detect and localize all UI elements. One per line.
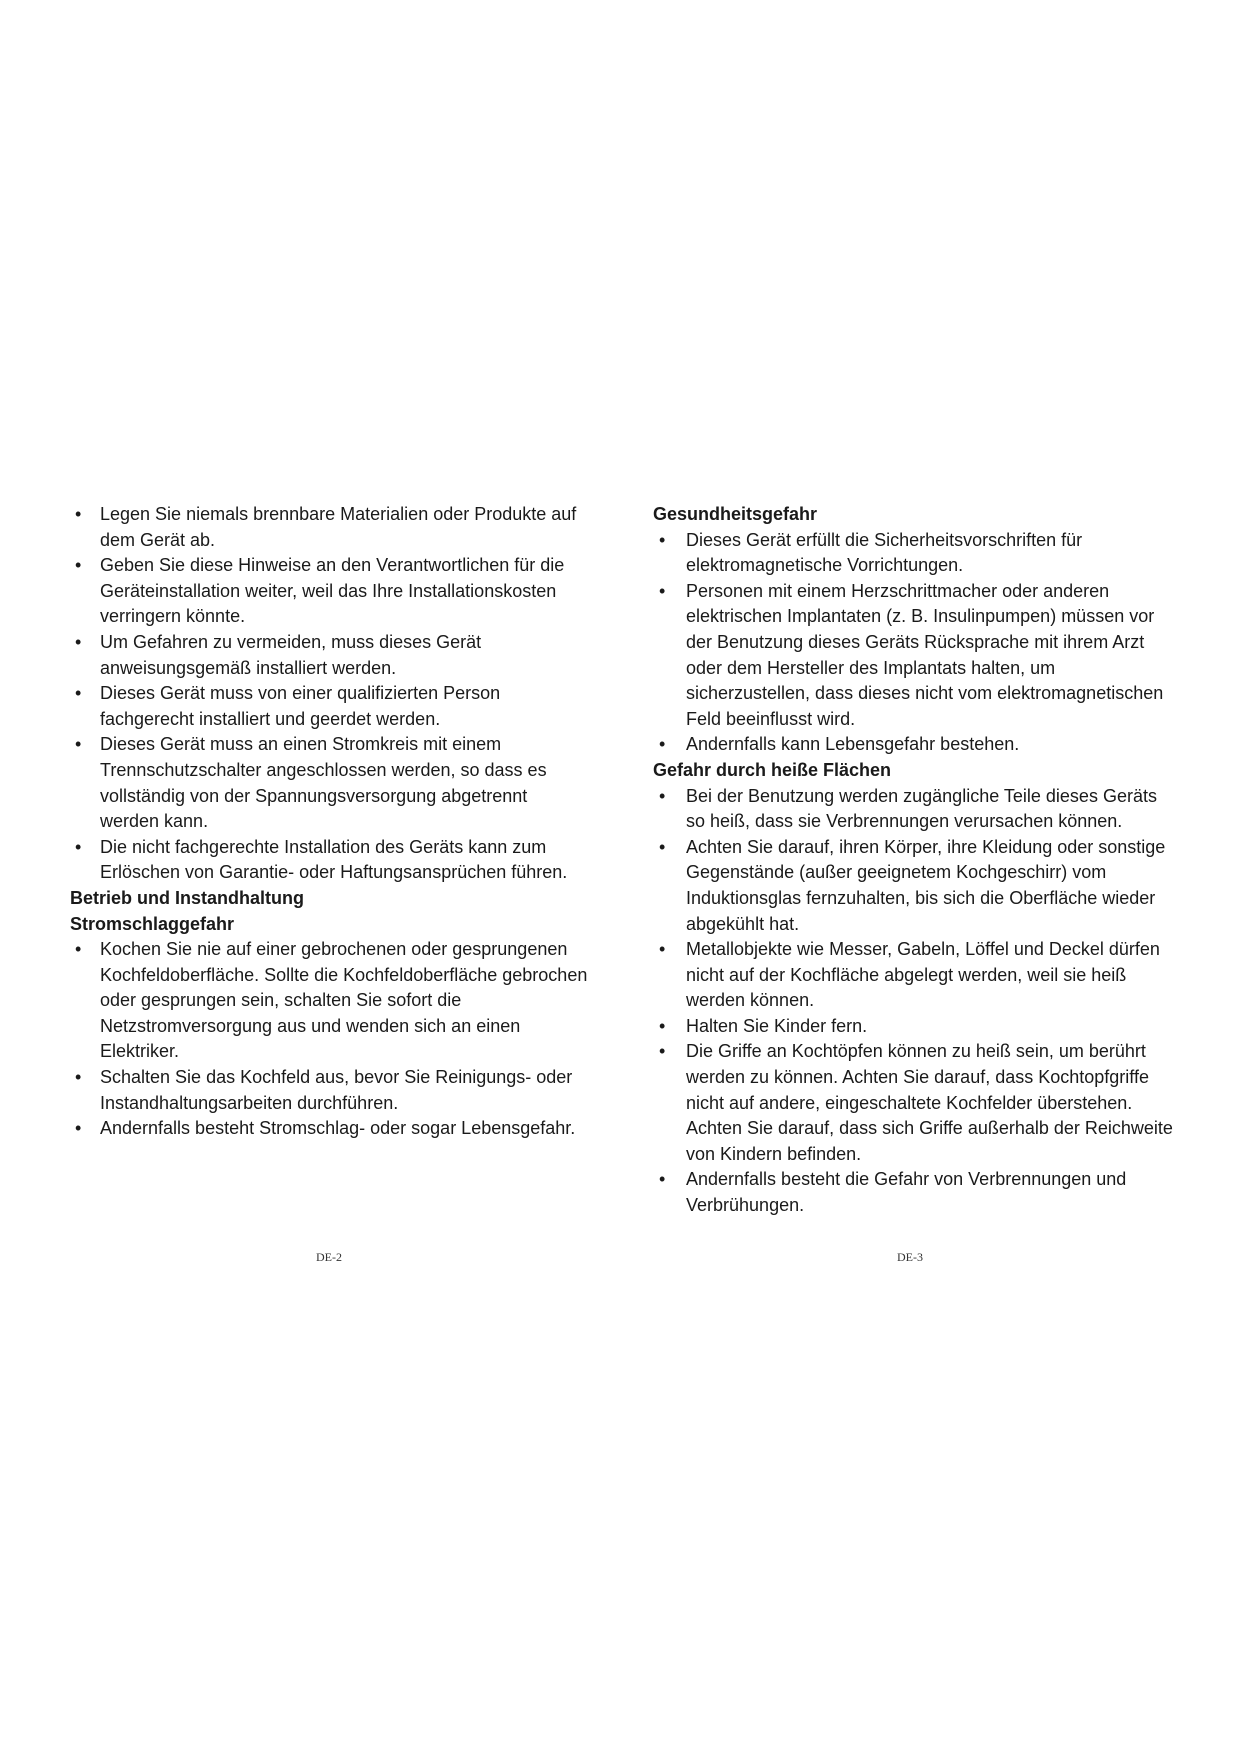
list-item-text: Um Gefahren zu vermeiden, muss dieses Gerät anweisungsgemäß installiert werden. [100, 631, 482, 678]
list-item-text: Die nicht fachgerechte Installation des Geräts kann zum Erlöschen von Garantie- oder Haftungsansprüchen führen. [100, 836, 568, 883]
bullet-icon: • [75, 734, 82, 755]
bullet-icon: • [75, 683, 82, 704]
list-item [653, 937, 1173, 1014]
bullet-icon: • [75, 1118, 82, 1139]
list-item-text: Legen Sie niemals brennbare Materialien oder Produkte auf dem Gerät ab. [100, 504, 577, 550]
list-item [70, 553, 590, 630]
health-bullet-list [653, 528, 1173, 758]
list-item-text: Dieses Gerät erfüllt die Sicherheitsvorschriften für elektromagnetische Vorrichtungen. [686, 529, 1083, 576]
right-page-column [653, 502, 1173, 1219]
list-item [653, 528, 1173, 579]
bullet-icon: • [659, 580, 666, 601]
bullet-icon: • [659, 1015, 666, 1036]
list-item-text: Geben Sie diese Hinweise an den Verantwortlichen für die Geräteinstallation weiter, weil das Ihre Installationskosten verringern könnte. [100, 555, 565, 627]
bullet-icon: • [75, 555, 82, 576]
list-item-text: Achten Sie darauf, ihren Körper, ihre Kleidung oder sonstige Gegenstände (außer geeignetem Kochgeschirr) vom Induktionsglas fernzuhalten, bis sich die Oberfläche wieder abgekühlt hat. [686, 836, 1166, 934]
bullet-icon: • [659, 1169, 666, 1190]
list-item [70, 835, 590, 886]
list-item [653, 579, 1173, 733]
bullet-icon: • [659, 836, 666, 857]
list-item [70, 1065, 590, 1116]
list-item-text: Personen mit einem Herzschrittmacher oder anderen elektrischen Implantaten (z. B. Insulinpumpen) müssen vor der Benutzung dieses Geräts Rücksprache mit ihrem Arzt oder dem Hersteller des Implantats halten, um sicherzustellen, dass dieses nicht vom elektromagnetischen Feld beeinflusst wird. [686, 580, 1164, 729]
bullet-icon: • [75, 631, 82, 652]
bullet-icon: • [75, 836, 82, 857]
list-item-text: Kochen Sie nie auf einer gebrochenen oder gesprungenen Kochfeldoberfläche. Sollte die Kochfeldoberfläche gebrochen oder gesprungen sein, schalten Sie sofort die Netzstromversorgung aus und wenden sich an einen Elektriker. [100, 939, 588, 1062]
list-item [70, 732, 590, 834]
bullet-icon: • [75, 504, 82, 524]
list-item-text: Halten Sie Kinder fern. [686, 1015, 868, 1036]
list-item-text: Die Griffe an Kochtöpfen können zu heiß sein, um berührt werden zu können. Achten Sie darauf, dass Kochtopfgriffe nicht auf andere, eingeschaltete Kochfelder überstehen. Achten Sie darauf, dass sich Griffe außerhalb der Reichweite von Kindern befinden. [686, 1041, 1173, 1164]
section-heading-shock: Stromschlaggefahr [70, 913, 235, 934]
list-item-text: Andernfalls besteht Stromschlag- oder sogar Lebensgefahr. [100, 1118, 576, 1139]
list-item [70, 681, 590, 732]
list-item [653, 732, 1173, 758]
bullet-icon: • [659, 529, 666, 550]
list-item-text: Andernfalls kann Lebensgefahr bestehen. [686, 734, 1020, 755]
list-item-text: Andernfalls besteht die Gefahr von Verbrennungen und Verbrühungen. [686, 1169, 1127, 1216]
list-item [653, 1039, 1173, 1167]
shock-bullet-list [70, 937, 590, 1142]
list-item [653, 1167, 1173, 1218]
intro-bullet-list [70, 502, 590, 886]
list-item [70, 1116, 590, 1142]
page-number-left: DE-2 [316, 1250, 342, 1264]
list-item [653, 835, 1173, 937]
list-item-text: Dieses Gerät muss von einer qualifizierten Person fachgerecht installiert und geerdet werden. [100, 683, 501, 729]
bullet-icon: • [659, 785, 666, 806]
section-heading-operation: Betrieb und Instandhaltung [70, 887, 304, 908]
list-item-text: Bei der Benutzung werden zugängliche Teile dieses Geräts so heiß, dass sie Verbrennungen verursachen können. [686, 785, 1157, 832]
list-item [653, 784, 1173, 835]
hot-surfaces-bullet-list [653, 784, 1173, 1219]
list-item-text: Metallobjekte wie Messer, Gabeln, Löffel und Deckel dürfen nicht auf der Kochfläche abgelegt werden, weil sie heiß werden können. [686, 939, 1160, 1011]
list-item-text: Schalten Sie das Kochfeld aus, bevor Sie Reinigungs- oder Instandhaltungsarbeiten durchführen. [100, 1067, 573, 1113]
list-item [70, 630, 590, 681]
section-heading-hot-surfaces: Gefahr durch heiße Flächen [653, 759, 892, 780]
list-item [70, 937, 590, 1065]
list-item [653, 1014, 1173, 1040]
list-item [70, 502, 590, 553]
bullet-icon: • [659, 1041, 666, 1062]
list-item-text: Dieses Gerät muss an einen Stromkreis mit einem Trennschutzschalter angeschlossen werden, so dass es vollständig von der Spannungsversorgung abgetrennt werden kann. [100, 734, 547, 832]
bullet-icon: • [75, 1067, 82, 1088]
page-number-right: DE-3 [897, 1250, 923, 1264]
bullet-icon: • [659, 939, 666, 960]
bullet-icon: • [75, 939, 82, 960]
left-page-column [70, 502, 590, 1142]
section-heading-health: Gesundheitsgefahr [653, 504, 818, 524]
bullet-icon: • [659, 734, 666, 755]
